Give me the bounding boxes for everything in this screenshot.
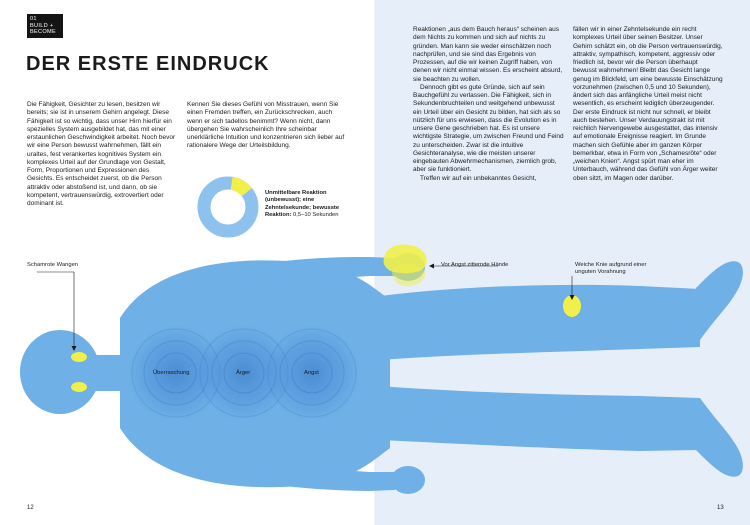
paragraph: Treffen wir auf ein unbekanntes Gesicht,: [420, 174, 537, 182]
paragraph: Dennoch gibt es gute Gründe, sich auf sein Bauchgefühl zu verlassen. Die Fähigkeit, sich in Sekundenbruchteilen und weitgehend unbewusst ein Urteil über ein Gesicht zu bilden, hat sich als so nützlich für uns erwiesen, dass die Evolution es in unsere Gene geschrieben hat. Es ist unsere wichtigste Strategie, um zwischen Freund und Feind zu unterscheiden. Zwar ist die intuitive Gesichteranalyse, wie die meisten unserer eingebauten Abwehrmechanismen, ziemlich grob, aber sie funktioniert.: [413, 83, 564, 174]
cheek-highlight-upper: [71, 352, 87, 362]
annotation-knee: [575, 262, 646, 276]
paragraph: fällen wir in einer Zehntelsekunde ein recht komplexes Urteil über seinen Besitzer. Unser Gehirn schätzt ein, ob die Person vertrauenswürdig, attraktiv, sympathisch, kompetent, aggressiv oder friedlich ist, bevor wir die Person überhaupt bewusst wahrnehmen! Bleibt das Gesicht lange genug im Blickfeld, um eine bewusste Einschätzung vorzunehmen (zwischen 0,5 und 10 Sekunden), ändert sich das anfängliche Urteil meist nicht wesentlich, es erscheint lediglich überzeugender. Der erste Eindruck ist nicht nur schnell, er bleibt auch bestehen. Unser Verdauungstrakt ist mit reichlich Nervengewebe ausgestattet, das intensiv auf emotionale Ereignisse reagiert. Im Grunde machen sich Gefühle aber im ganzen Körper bemerkbar, etwa in Form von „Schamesröte“ oder „weichen Knien“. Angst spürt man eher im Unterbauch, während das Gefühl von Ärger weiter oben sitzt, im Magen oder darüber.: [573, 26, 723, 182]
foot-upper: [696, 261, 743, 340]
donut-highlight-slice: [232, 183, 247, 192]
donut-chart: [204, 183, 252, 231]
page-number-right: 13: [717, 505, 724, 511]
section-number: 01: [30, 16, 37, 22]
section-line1: BUILD: [30, 22, 48, 29]
section-line2: BECOME: [30, 29, 57, 36]
emotion-label-fear: Angst: [304, 370, 319, 376]
emotion-label-surprise: Überraschung: [153, 370, 190, 376]
annotation-cheeks: Schamrote Wangen: [27, 262, 79, 268]
annotation-knee-line2: unguten Vorahnung: [575, 269, 626, 275]
donut-caption: [265, 190, 360, 219]
hand-highlights: [383, 245, 426, 287]
hand-lower: [391, 466, 425, 494]
foot-lower: [696, 398, 743, 477]
annotation-hands: Vor Angst zitternde Hände: [441, 262, 509, 268]
arrow-hands: [429, 264, 434, 269]
paragraph: Kennen Sie dieses Gefühl von Misstrauen, wenn Sie einen Fremden treffen, ein Zurückschrecken, auch wenn er sich tadellos benimmt? Wenn nicht, dann übergehen Sie wahrscheinlich Ihre scheinbar unerklärliche Intuition und konzentrieren sich lieber auf rationalere Wege der Urteilsbildung.: [187, 101, 345, 150]
page-number-left: 12: [27, 505, 34, 511]
upper-leg: [380, 285, 700, 360]
lower-leg: [380, 386, 700, 451]
hand-highlight-shadow: [392, 264, 425, 286]
paragraph: Die Fähigkeit, Gesichter zu lesen, besitzen wir bereits; sie ist in unserem Gehirn angelegt. Diese Fähigkeit ist so wichtig, dass unser Hirn hierfür ein spezielles System ausgebildet hat, das mit einer erstaunlichen Geschwindigkeit arbeitet. Noch bevor wir eine Person bewusst wahrnehmen, fällt ein uraltes, fest verankertes kognitives System ein komplexes Urteil auf der Grundlage von Gestalt, Form, Proportionen und Expressionen des Gesichts. Es entscheidet zuerst, ob die Person attraktiv oder abstoßend ist, und dann, ob sie kompetent, vertrauenswürdig, extrovertiert oder dominant ist.: [27, 101, 176, 207]
cheek-highlight-lower: [71, 382, 87, 392]
head: [20, 330, 100, 414]
page-title: DER ERSTE EINDRUCK: [26, 53, 270, 75]
annotation-knee-line1: Weiche Knie aufgrund einer: [575, 262, 647, 268]
section-plus: +: [49, 22, 54, 29]
donut-caption-duration: 0,5–10 Sekunden: [293, 211, 339, 218]
emotion-label-anger: Ärger: [236, 370, 251, 376]
donut-caption-bold: Unmittelbare Reaktion (unbewusst); eine Zehntelsekunde; bewusste Reaktion:: [265, 190, 340, 218]
paragraph: Reaktionen „aus dem Bauch heraus“ scheinen aus dem Nichts zu kommen und sich auf nichts zu gründen. Man kann sie weder einschätzen noch nachprüfen, und sie sind das Ergebnis von Prozessen, auf die wir keinen Zugriff haben, von denen wir nicht einmal wissen. Es erscheint absurd, sie beachten zu wollen.: [413, 26, 563, 83]
